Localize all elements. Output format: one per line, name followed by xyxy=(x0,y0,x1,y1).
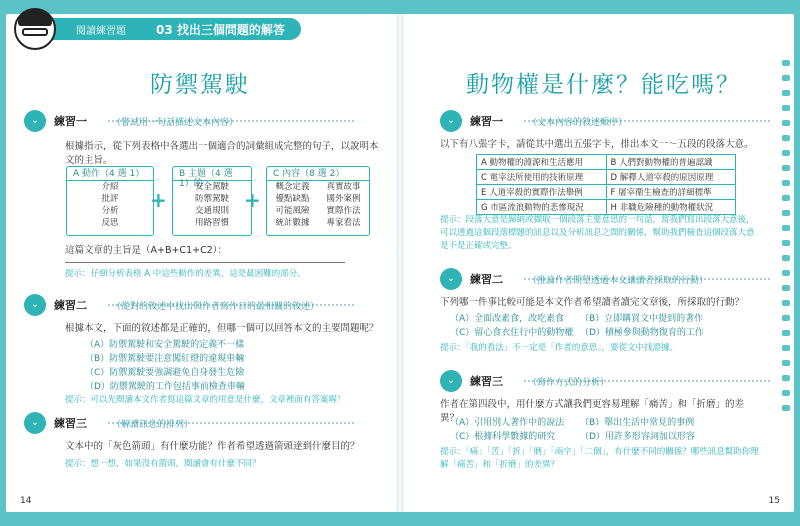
plus-icon: + xyxy=(150,188,167,212)
left-exercise-2: ⌄ 練習二 （從對的敘述中找出與作者寫作目的最相關的敘述） xyxy=(24,294,354,316)
hint: 提示：「我的看法」不一定是「作者的意思」，要從文中找證據。 xyxy=(440,343,679,353)
book-spine xyxy=(397,14,403,512)
table-c: C 內容（8 選 2） 概念定義 優點缺點 可能風險 統計數據 真實故事 國外案例 實際作法 專家看法 xyxy=(266,166,370,236)
option-d[interactable]: （D）防禦駕駛的工作包括事前檢查車輛 xyxy=(85,382,245,392)
option-c[interactable]: （C）防禦駕駛要強調避免自身發生危險 xyxy=(85,368,245,378)
left-ex2-question: 根據本文，下面的敘述都是正確的，但哪一個可以回答本文的主要問題呢？ xyxy=(65,323,379,334)
left-exercise-3: ⌄ 練習三 （解讀訊息的排列） xyxy=(24,412,354,434)
card-table: A 動物權的淵源和生活應用 B 人們對動物權的普遍認識 C 電宰法所使用的技術原理 D 解釋人道宰殺的原因原理 E 人道宰殺的實際作法舉例 F 屠宰衛生檢查的詳細標準 G 市區流浪動物的悲慘現況 H 非職危險種的動物權狀況 xyxy=(476,154,736,215)
character-avatar-icon xyxy=(14,8,56,50)
exercise-label: 練習一 xyxy=(54,115,87,128)
right-title: 動物權是什麼？能吃嗎？ xyxy=(466,72,741,98)
option-d[interactable]: （D）積極參與動物復育的工作 xyxy=(580,328,704,338)
option-b[interactable]: （B）舉出生活中常見的事例 xyxy=(580,418,695,428)
page-header xyxy=(6,0,306,48)
left-ex1-question: 根據指示，從下列表格中各選出一個適合的詞彙組成完整的句子，以說明本文的主旨。 xyxy=(65,141,379,166)
left-exercise-1 xyxy=(24,110,354,132)
option-a[interactable]: （A）防禦駕駛和安全駕駛的定義不一樣 xyxy=(85,340,245,350)
page-number: 14 xyxy=(20,496,32,506)
option-d[interactable]: （D）用許多形容詞加以形容 xyxy=(580,432,695,442)
answer-prompt: 這篇文章的主旨是（A+B+C1+C2）： xyxy=(65,245,228,256)
binder-rings xyxy=(782,60,790,420)
option-b[interactable]: （B）防禦駕駛要注意闖紅燈的違規車輛 xyxy=(85,354,245,364)
chevron-down-icon: ⌄ xyxy=(440,110,462,132)
right-exercise-3: ⌄ 練習三 （寫作方式的分析） xyxy=(440,370,770,392)
option-b[interactable]: （B）立即購買文中提到的著作 xyxy=(580,314,704,324)
option-a[interactable]: （A）全面改素食，改吃素食 xyxy=(450,314,565,324)
left-title: 防禦駕駛 xyxy=(150,72,250,98)
hint: 提示：「痛」「苦」「折」「磨」「兩字」「二個」，有什麼不同的關係？哪些訊息幫助你理解「痛苦」和「折磨」的差異？ xyxy=(440,447,759,470)
hint: 提示：段落大意是歸納或擷取一個段落主要意思的一句話，當我們寫出段落大意後，可以透過這個段落標題的訊息以及分析訊息之間的關係，幫助我們檢查這個段落大意是不是正確或完整。 xyxy=(440,215,755,251)
right-exercise-2: ⌄ 練習二 （推論作者期望透過本文讓讀者採取的行動） xyxy=(440,268,770,290)
table-a: A 動作（4 選 1） 介紹 批評 分析 反思 xyxy=(66,166,154,236)
chevron-down-icon: ⌄ xyxy=(24,110,46,132)
hint: 提示：仔細分析表格 A 中這些動作的差異，這是最困難的部分。 xyxy=(65,269,306,279)
header-title: 03 找出三個問題的解答 xyxy=(156,23,285,37)
chevron-down-icon: ⌄ xyxy=(440,370,462,392)
page-number: 15 xyxy=(768,496,780,506)
right-ex3-question: 作者在第四段中，用什麼方式讓我們更容易理解「痛苦」和「折磨」的差異？ xyxy=(440,399,745,424)
chevron-down-icon: ⌄ xyxy=(440,268,462,290)
plus-icon: + xyxy=(244,188,261,212)
option-c[interactable]: （C）根據科學數據的研究 xyxy=(450,432,556,442)
option-a[interactable]: （A）引用別人著作中的說法 xyxy=(450,418,565,428)
option-c[interactable]: （C）留心食衣住行中的動物權 xyxy=(450,328,574,338)
exercise-subtitle: （嘗試用一句話描述文本內容） xyxy=(112,118,239,128)
hint: 提示：想一想，如果沒有箭頭，閱讀會有什麼不同？ xyxy=(65,459,261,469)
header-tag: 閱讀練習題 xyxy=(76,26,126,37)
right-exercise-1: ⌄ 練習一 （文本內容的敘述順序） xyxy=(440,110,770,132)
table-b: B 主題（4 選 1）的 安全駕駛 防禦駕駛 交通規則 用路習慣 xyxy=(172,166,252,236)
chevron-down-icon: ⌄ xyxy=(24,412,46,434)
chevron-down-icon: ⌄ xyxy=(24,294,46,316)
left-ex3-question: 文本中的「灰色箭頭」有什麼功能？作者希望透過箭頭達到什麼目的？ xyxy=(65,441,360,452)
right-ex1-question: 以下有八張字卡，請從其中選出五張字卡，排出本文一〜五段的段落大意。 xyxy=(440,139,754,150)
answer-line[interactable] xyxy=(65,262,345,263)
right-ex2-question: 下列哪一件事比較可能是本文作者希望讀者讀完文章後，所採取的行動？ xyxy=(440,297,745,308)
hint: 提示：可以先閱讀本文作者寫這篇文章的用意是什麼，文章裡面有答案喔！ xyxy=(65,395,346,405)
